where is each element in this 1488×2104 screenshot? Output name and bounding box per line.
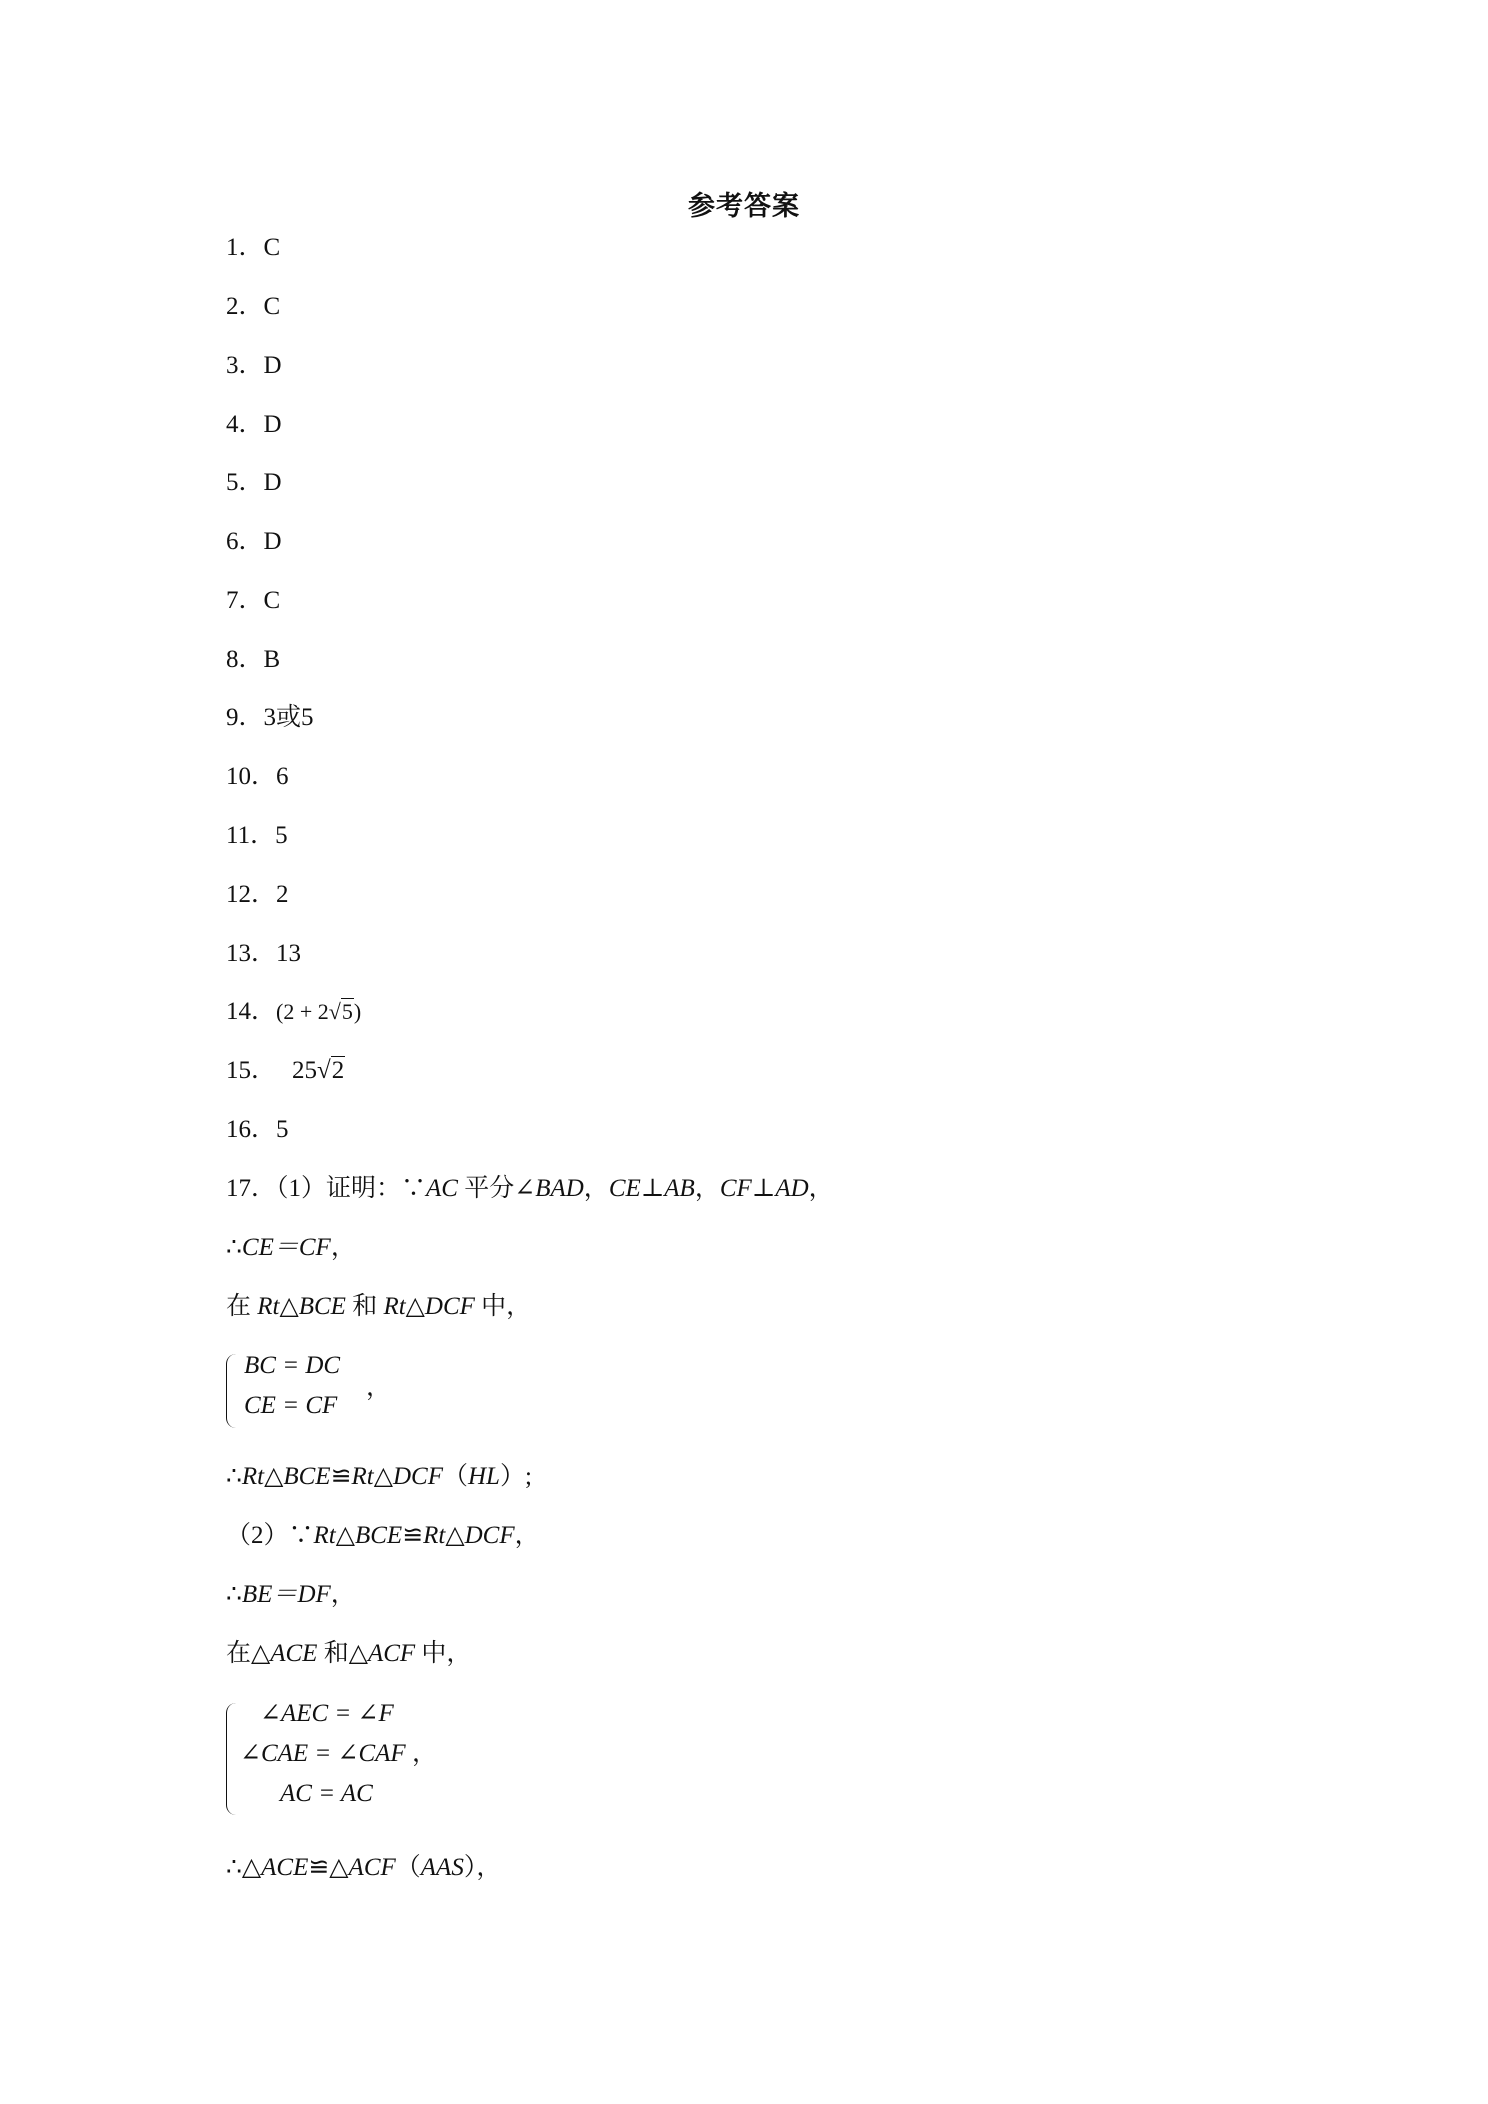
system-equation: AC = AC: [280, 1780, 373, 1807]
radicand: 2: [331, 1057, 345, 1084]
answer-value: D: [263, 469, 282, 496]
sqrt-expression: [329, 997, 354, 1027]
proof-symbol: Rt: [423, 1522, 446, 1549]
answer-line-7: [226, 586, 280, 616]
proof-text: ⊥: [751, 1175, 776, 1202]
answer-number: 5．: [226, 469, 264, 496]
triangle-symbol: △: [373, 1463, 393, 1490]
answer-value: 3或5: [263, 704, 314, 731]
proof-text: 平分∠: [457, 1175, 536, 1202]
proof-text: 和: [345, 1293, 384, 1320]
proof-symbol: BCE: [354, 1522, 403, 1549]
proof-symbol: ACE: [270, 1640, 318, 1667]
sqrt-expression: [317, 1056, 345, 1086]
proof-symbol: BAD: [535, 1175, 584, 1202]
answer-number: 2．: [226, 293, 264, 320]
answer-number: 6．: [226, 528, 264, 555]
answer-value: D: [263, 411, 282, 438]
proof-text: ，: [330, 1234, 356, 1261]
proof-text: ，: [808, 1175, 834, 1202]
proof-symbol: AAS: [420, 1854, 464, 1881]
proof-text: （2）∵: [226, 1522, 314, 1549]
congruent-symbol: ≌△: [308, 1854, 349, 1881]
answer-line-13: [226, 939, 301, 969]
radical-sign: √: [317, 1057, 331, 1084]
answer-line-2: [226, 292, 280, 322]
answer-number: 11．: [226, 822, 276, 849]
answer-line-16: [226, 1115, 289, 1145]
answer-line-6: [226, 527, 282, 557]
answer-line-1: [226, 233, 280, 263]
triangle-symbol: △: [445, 1522, 465, 1549]
answer-value: D: [263, 352, 282, 379]
therefore-symbol: ∴: [226, 1581, 242, 1608]
answer-number: 12．: [226, 881, 277, 908]
system-equation: ∠AEC = ∠F: [260, 1700, 394, 1727]
answer-value: B: [263, 646, 281, 673]
answer-value: 2: [276, 881, 289, 908]
answer-number: 16．: [226, 1116, 277, 1143]
proof-symbol: DCF: [392, 1463, 443, 1490]
therefore-symbol: ∴: [226, 1463, 242, 1490]
answer-number: 3．: [226, 352, 264, 379]
proof-expression: BE＝DF: [241, 1581, 331, 1608]
proof-line-6: [226, 1521, 540, 1551]
answer-line-12: [226, 880, 289, 910]
answer-value: C: [263, 587, 281, 614]
system-equation: CE = CF: [244, 1392, 338, 1419]
left-brace: [226, 1354, 237, 1428]
page-title: 参考答案: [688, 191, 800, 221]
proof-text: 中，: [415, 1640, 472, 1667]
proof-line-5: [226, 1462, 532, 1492]
triangle-symbol: △: [264, 1463, 284, 1490]
proof-symbol: Rt: [383, 1293, 406, 1320]
expr-open: (2 + 2: [276, 999, 329, 1024]
proof-symbol: DCF: [424, 1293, 475, 1320]
proof-symbol: DCF: [464, 1522, 515, 1549]
therefore-symbol: ∴: [226, 1234, 242, 1261]
proof-symbol: AC: [426, 1175, 458, 1202]
proof-text: 在△: [226, 1640, 271, 1667]
proof-text: ，: [583, 1175, 609, 1202]
proof-line-10: [226, 1853, 501, 1883]
answer-number: 7．: [226, 587, 264, 614]
proof-symbol: Rt: [241, 1463, 265, 1490]
congruent-symbol: ≌: [330, 1463, 352, 1490]
left-brace: [226, 1703, 237, 1815]
proof-symbol: HL: [468, 1463, 500, 1490]
answer-line-15: [226, 1056, 345, 1086]
answer-number: 9．: [226, 704, 264, 731]
answer-value: 5: [275, 822, 288, 849]
proof-text: （: [442, 1463, 468, 1490]
triangle-symbol: △: [405, 1293, 425, 1320]
proof-symbol: ACE: [261, 1854, 309, 1881]
proof-symbol: Rt: [257, 1293, 280, 1320]
answer-line-5: [226, 468, 282, 498]
system-equation: ∠CAE = ∠CAF: [240, 1740, 406, 1767]
answer-value: 13: [276, 940, 302, 967]
proof-text: ，: [412, 1740, 438, 1767]
answer-number: 1．: [226, 234, 264, 261]
proof-line-7: [226, 1580, 356, 1610]
proof-text: 和△: [317, 1640, 368, 1667]
proof-symbol: ACF: [367, 1640, 416, 1667]
proof-symbol: Rt: [351, 1463, 374, 1490]
proof-line-8: [226, 1639, 471, 1669]
proof-symbol: CF: [719, 1175, 752, 1202]
answer-line-11: [226, 821, 288, 851]
proof-symbol: AD: [775, 1175, 809, 1202]
proof-symbol: BCE: [283, 1463, 331, 1490]
answer-number: 4．: [226, 411, 264, 438]
triangle-symbol: △: [335, 1522, 355, 1549]
answer-number: 8．: [226, 646, 264, 673]
answer-line-10: [226, 762, 289, 792]
proof-text: ，: [366, 1374, 392, 1401]
proof-symbol: CE: [608, 1175, 641, 1202]
answer-value: 5: [276, 1116, 289, 1143]
proof-symbol: AB: [664, 1175, 695, 1202]
proof-line-3: [226, 1292, 531, 1322]
answer-line-4: [226, 410, 282, 440]
radicand: 5: [341, 999, 353, 1024]
system-equation: BC = DC: [244, 1352, 341, 1379]
proof-symbol: BCE: [298, 1293, 346, 1320]
answer-line-3: [226, 351, 282, 381]
proof-text: ，: [514, 1522, 540, 1549]
proof-line-1: [226, 1174, 834, 1204]
proof-text: ），: [463, 1854, 502, 1881]
proof-text: 中，: [474, 1293, 532, 1320]
answer-number: 14．: [226, 998, 277, 1025]
answer-value: D: [263, 528, 282, 555]
equation-system-1: [226, 1351, 426, 1431]
proof-line-2: [226, 1233, 356, 1263]
answer-value: 6: [276, 763, 289, 790]
answer-value: [276, 999, 361, 1024]
proof-text: ）;: [499, 1463, 532, 1490]
proof-text: ，: [330, 1581, 356, 1608]
answer-number: 10．: [226, 763, 277, 790]
coefficient: 25: [292, 1057, 318, 1084]
proof-symbol: ACF: [348, 1854, 396, 1881]
expr-close: ): [353, 999, 362, 1024]
proof-text: ⊥: [640, 1175, 665, 1202]
triangle-symbol: △: [279, 1293, 299, 1320]
answer-number: 13．: [226, 940, 277, 967]
answer-value: C: [263, 293, 281, 320]
proof-symbol: Rt: [313, 1522, 336, 1549]
congruent-symbol: ≌: [402, 1522, 424, 1549]
proof-text: ，: [694, 1175, 720, 1202]
answer-line-9: [226, 703, 314, 733]
answer-line-14: [226, 997, 361, 1027]
answer-value: C: [263, 234, 281, 261]
answer-number: 17．: [226, 1175, 277, 1202]
proof-text: （1）证明：∵: [276, 1175, 427, 1202]
proof-expression: CE＝CF: [241, 1234, 331, 1261]
answer-line-8: [226, 645, 280, 675]
radical-sign: √: [328, 999, 341, 1024]
therefore-symbol: ∴△: [226, 1854, 262, 1881]
proof-text: 在: [226, 1293, 258, 1320]
proof-text: （: [395, 1854, 421, 1881]
answer-number: 15．: [226, 1057, 277, 1084]
equation-system-2: [226, 1699, 466, 1819]
